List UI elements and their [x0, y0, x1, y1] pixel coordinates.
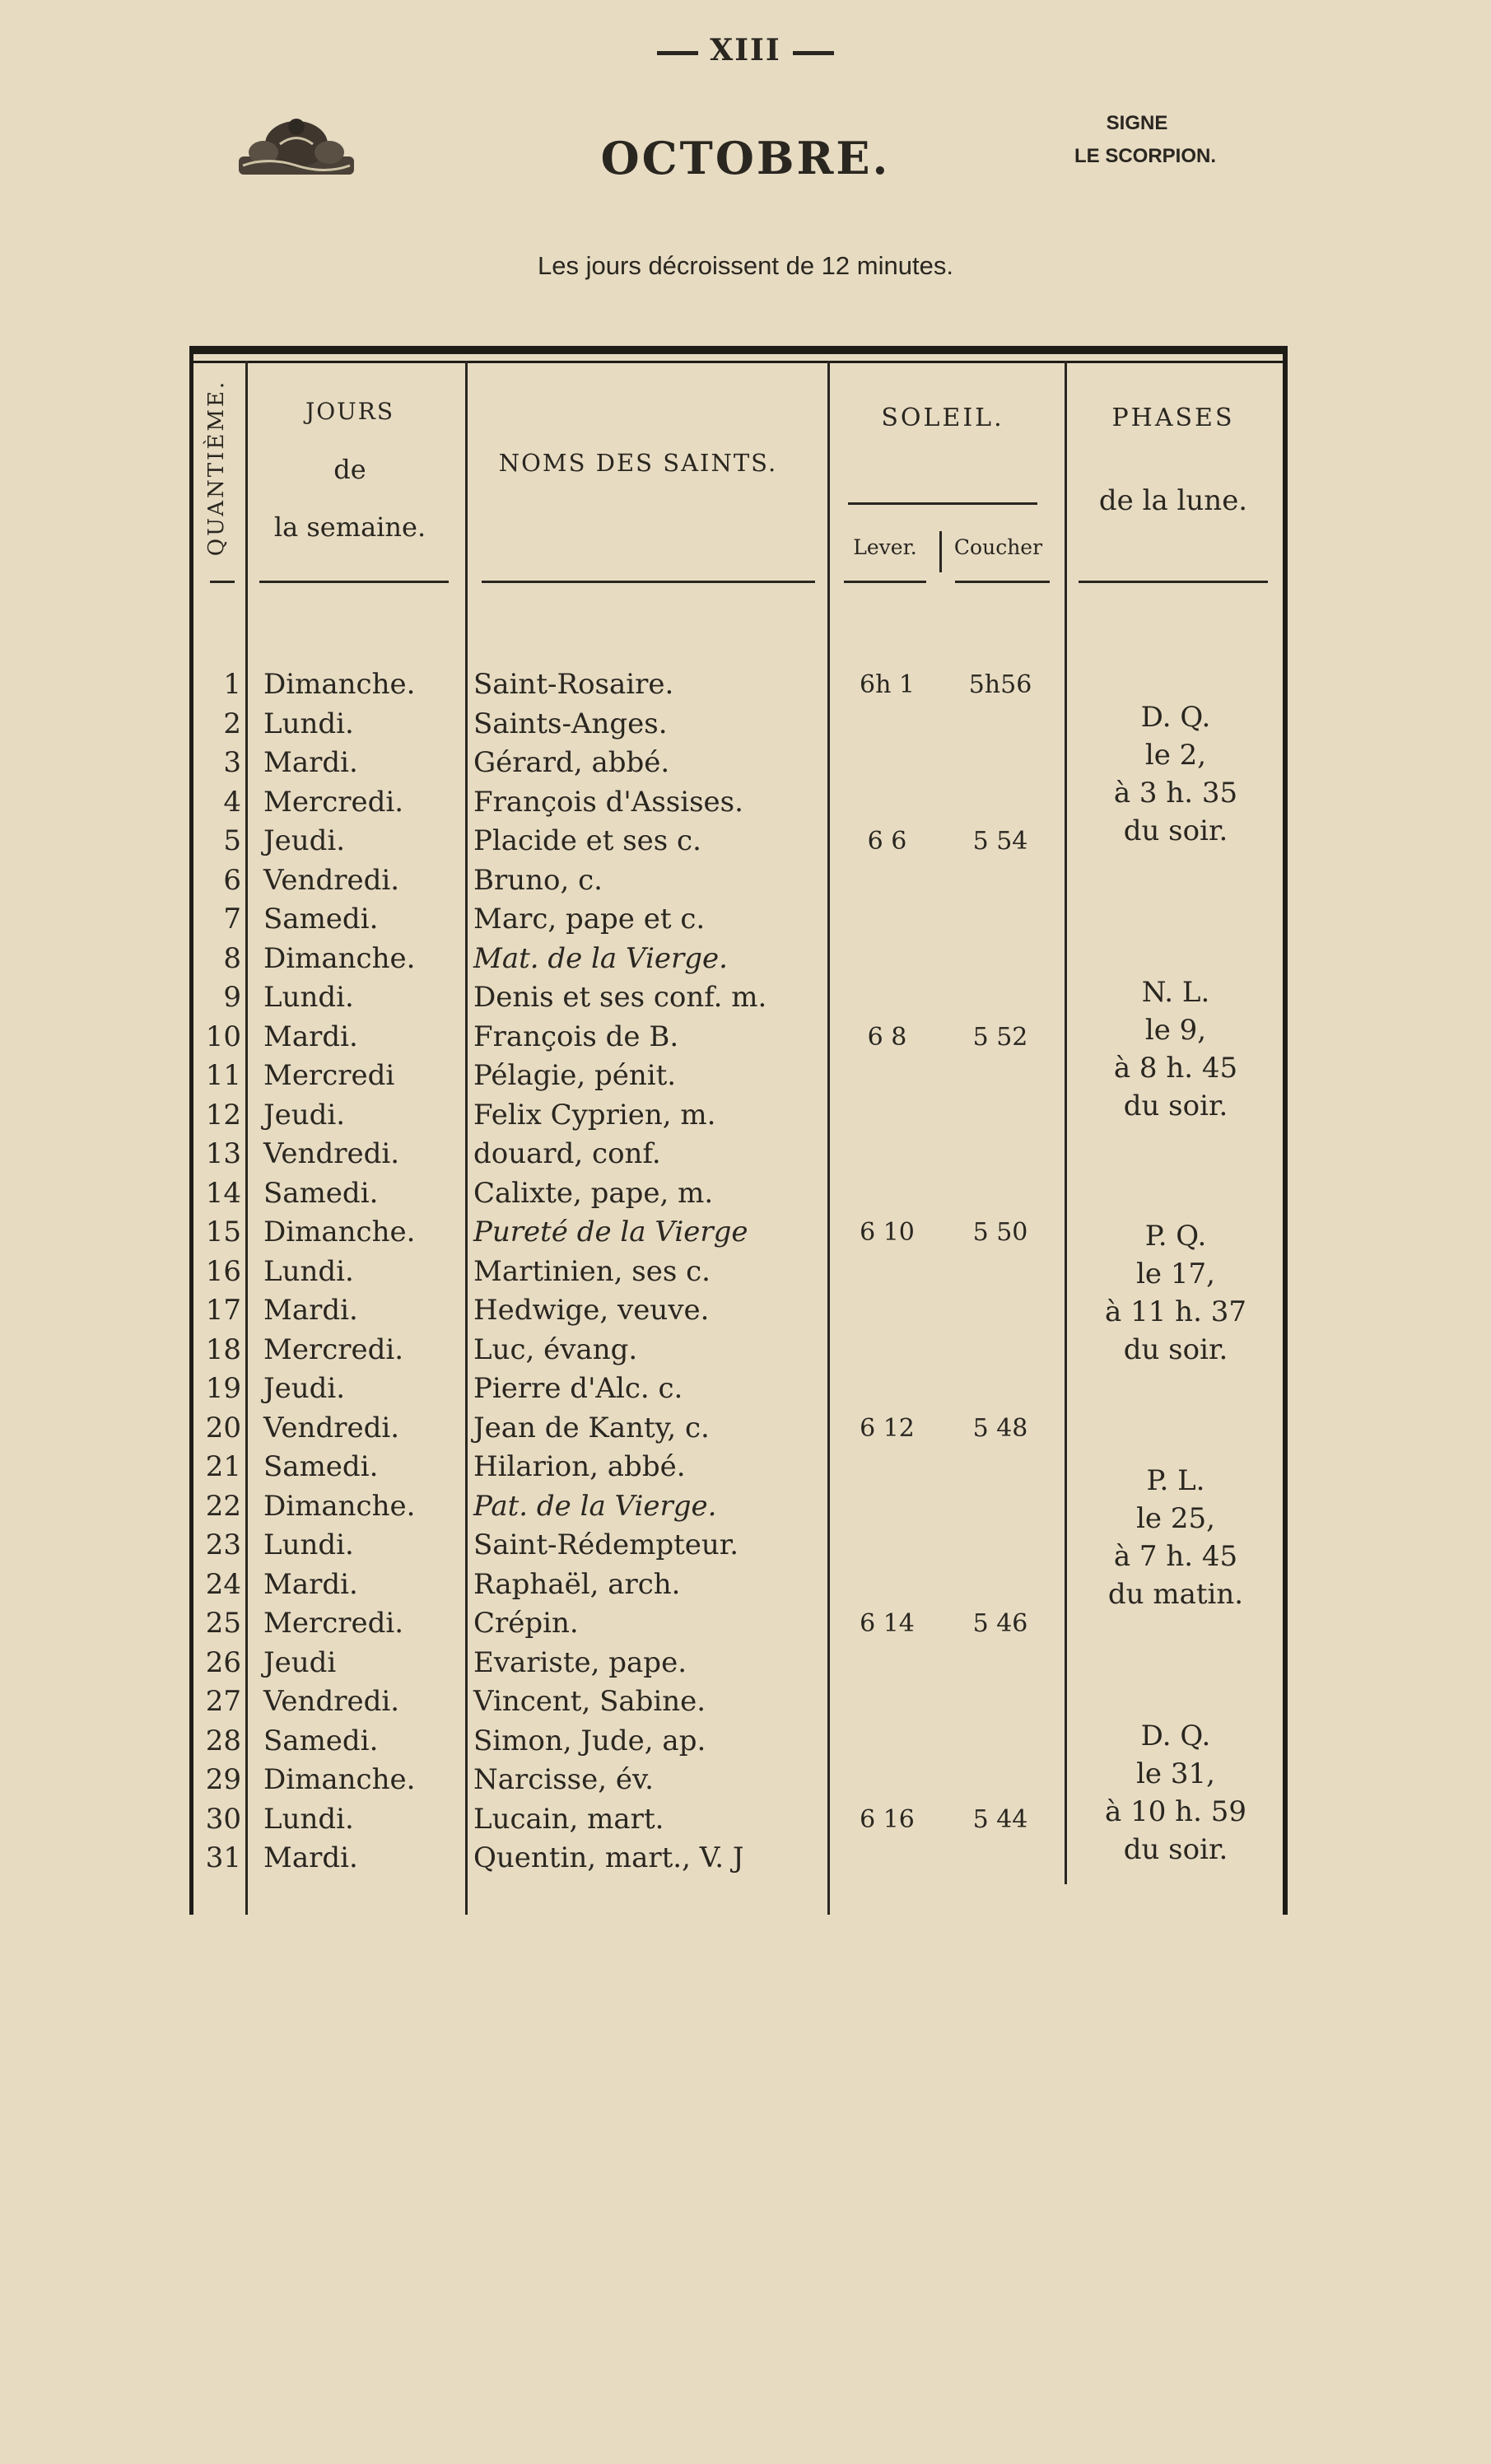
sunrise-time: 6 14 — [860, 1609, 915, 1638]
day-number: 24 — [205, 1567, 241, 1601]
sunrise-time: 6 10 — [860, 1218, 915, 1247]
day-number: 8 — [223, 941, 241, 975]
table-row — [189, 1682, 1288, 1722]
header-rule — [210, 581, 235, 583]
saint-name: Simon, Jude, ap. — [473, 1724, 706, 1757]
table-row — [189, 861, 1288, 901]
moon-phase-name: P. Q. — [1144, 1220, 1207, 1253]
header-rule — [259, 581, 449, 583]
day-number: 5 — [223, 824, 241, 857]
sunset-time: 5 52 — [972, 1022, 1028, 1052]
weekday: Samedi. — [263, 1450, 379, 1483]
moon-phase-date: le 25, — [1136, 1502, 1215, 1535]
saint-name: Crépin. — [473, 1607, 579, 1640]
page-number-text: XIII — [710, 33, 781, 68]
weekday: Mercredi — [263, 1059, 395, 1092]
weekday: Samedi. — [263, 1724, 379, 1757]
saint-name: Martinien, ses c. — [473, 1254, 711, 1288]
weekday: Samedi. — [263, 1176, 379, 1210]
day-number: 20 — [205, 1411, 241, 1444]
header-noms: NOMS DES SAINTS. — [498, 449, 778, 477]
weekday: Jeudi. — [263, 824, 346, 857]
day-number: 29 — [205, 1763, 241, 1796]
moon-phase-block — [1069, 973, 1283, 1125]
saint-name: François de B. — [473, 1020, 679, 1053]
moon-phase-name: N. L. — [1141, 976, 1210, 1009]
weekday: Jeudi — [263, 1645, 337, 1679]
weekday: Vendredi. — [263, 1411, 400, 1444]
month-title: OCTOBRE. — [600, 132, 891, 184]
weekday: Mardi. — [263, 1567, 358, 1601]
saint-name: François d'Assises. — [473, 785, 743, 819]
day-number: 30 — [205, 1802, 241, 1836]
saint-name: Raphaël, arch. — [473, 1567, 681, 1601]
moon-phase-time: à 11 h. 37 — [1105, 1295, 1246, 1328]
header-rule — [1079, 581, 1268, 583]
weekday: Dimanche. — [263, 1216, 416, 1248]
saint-name: Evariste, pape. — [473, 1645, 687, 1679]
subtitle: Les jours décroissent de 12 minutes. — [538, 251, 953, 280]
day-number: 11 — [205, 1059, 241, 1092]
day-number: 14 — [205, 1176, 241, 1210]
weekday: Lundi. — [263, 981, 354, 1014]
header-coucher: Coucher — [953, 535, 1043, 559]
moon-phase-time: à 3 h. 35 — [1113, 777, 1238, 810]
moon-phase-date: le 17, — [1136, 1258, 1215, 1290]
moon-phase-period: du matin. — [1107, 1578, 1244, 1611]
saint-name: Hilarion, abbé. — [473, 1450, 686, 1483]
day-number: 22 — [205, 1489, 241, 1523]
day-number: 3 — [223, 746, 241, 779]
sunset-time: 5 50 — [972, 1218, 1028, 1247]
header-jours-line1: JOURS — [305, 398, 395, 425]
day-number: 18 — [205, 1332, 241, 1366]
table-row — [189, 1174, 1288, 1214]
header-rule — [955, 581, 1050, 583]
weekday: Jeudi. — [263, 1372, 346, 1405]
saint-name: Calixte, pape, m. — [473, 1176, 714, 1210]
saint-name: douard, conf. — [473, 1137, 661, 1170]
weekday: Mardi. — [263, 746, 358, 779]
weekday: Dimanche. — [263, 668, 416, 701]
header-jours — [251, 383, 449, 556]
weekday: Mardi. — [263, 1294, 358, 1327]
moon-phase-name: P. L. — [1146, 1464, 1205, 1497]
weekday: Lundi. — [263, 707, 354, 740]
weekday: Vendredi. — [263, 863, 400, 897]
day-number: 21 — [205, 1450, 241, 1483]
sunrise-time: 6 6 — [867, 827, 907, 856]
weekday: Vendredi. — [263, 1685, 400, 1718]
weekday: Mercredi. — [263, 785, 404, 819]
day-number: 9 — [223, 981, 241, 1014]
moon-phase-date: le 2, — [1144, 739, 1207, 772]
sunset-time: 5 48 — [972, 1413, 1028, 1443]
table-row — [189, 1644, 1288, 1683]
day-number: 12 — [205, 1098, 241, 1132]
saint-name: Gérard, abbé. — [473, 746, 670, 779]
weekday: Lundi. — [263, 1802, 354, 1836]
table-top-rule-thin — [189, 361, 1288, 363]
moon-phase-period: du soir. — [1123, 814, 1228, 847]
day-number: 27 — [205, 1685, 241, 1718]
saint-name: Vincent, Sabine. — [473, 1685, 706, 1718]
moon-phase-period: du soir. — [1123, 1090, 1228, 1122]
sunrise-time: 6 8 — [867, 1022, 907, 1052]
sunset-time: 5h56 — [968, 670, 1032, 699]
saint-name: Marc, pape et c. — [473, 903, 706, 936]
sunrise-time: 6h 1 — [859, 670, 916, 699]
moon-phase-block — [1069, 1217, 1283, 1369]
table-row — [189, 1409, 1288, 1449]
weekday: Mardi. — [263, 1020, 358, 1053]
moon-phase-name: D. Q. — [1140, 701, 1211, 734]
day-number: 10 — [205, 1020, 241, 1053]
weekday: Lundi. — [263, 1254, 354, 1288]
saint-name: Saints-Anges. — [473, 707, 668, 740]
zodiac-sign — [1022, 107, 1269, 173]
moon-phase-block — [1069, 698, 1283, 850]
saint-name: Mat. de la Vierge. — [473, 941, 728, 975]
day-number: 28 — [205, 1724, 241, 1757]
table-row — [189, 1370, 1288, 1409]
sign-name: LE SCORPION. — [1074, 145, 1217, 167]
weekday: Samedi. — [263, 903, 379, 936]
weekday: Dimanche. — [263, 1489, 416, 1523]
moon-phase-name: D. Q. — [1140, 1720, 1211, 1752]
header-rule — [482, 581, 815, 583]
day-number: 1 — [223, 668, 241, 701]
weekday: Jeudi. — [263, 1098, 346, 1132]
weekday: Mercredi. — [263, 1607, 404, 1640]
header-phases: PHASES — [1111, 404, 1235, 432]
day-number: 23 — [205, 1528, 241, 1561]
saint-name: Placide et ses c. — [473, 824, 701, 857]
header-quantieme — [196, 366, 237, 568]
header-phases-sub: de la lune. — [1098, 484, 1248, 517]
moon-phase-date: le 9, — [1144, 1014, 1207, 1047]
page-number — [0, 33, 1491, 68]
moon-phase-block — [1069, 1462, 1283, 1613]
moon-phase-period: du soir. — [1123, 1833, 1228, 1866]
saint-name: Bruno, c. — [473, 863, 603, 897]
sunrise-time: 6 16 — [860, 1804, 915, 1834]
saint-name: Jean de Kanty, c. — [473, 1411, 710, 1444]
saint-name: Saint-Rosaire. — [473, 668, 674, 701]
moon-phase-time: à 7 h. 45 — [1113, 1540, 1238, 1573]
weekday: Dimanche. — [263, 941, 416, 975]
saint-name: Lucain, mart. — [473, 1802, 664, 1836]
moon-phase-time: à 8 h. 45 — [1113, 1052, 1238, 1085]
saint-name: Hedwige, veuve. — [473, 1294, 710, 1327]
table-row — [189, 1135, 1288, 1174]
moon-phase-time: à 10 h. 59 — [1105, 1795, 1246, 1828]
day-number: 26 — [205, 1645, 241, 1679]
day-number: 6 — [223, 863, 241, 897]
weekday: Mercredi. — [263, 1332, 404, 1366]
moon-phase-block — [1069, 1717, 1283, 1869]
saint-name: Felix Cyprien, m. — [473, 1098, 716, 1132]
moon-phase-period: du soir. — [1123, 1333, 1228, 1366]
day-number: 7 — [223, 903, 241, 936]
saint-name: Quentin, mart., V. J — [473, 1841, 744, 1874]
table-top-rule — [189, 346, 1288, 354]
saint-name: Narcisse, év. — [473, 1763, 654, 1796]
saint-name: Pat. de la Vierge. — [473, 1489, 717, 1523]
moon-phase-date: le 31, — [1136, 1757, 1215, 1790]
saint-name: Pierre d'Alc. c. — [473, 1372, 683, 1405]
saint-name: Denis et ses conf. m. — [473, 981, 767, 1014]
day-number: 15 — [205, 1216, 241, 1248]
day-number: 19 — [205, 1372, 241, 1405]
day-number: 4 — [223, 785, 241, 819]
soleil-brace — [848, 502, 1037, 505]
day-number: 2 — [223, 707, 241, 740]
day-number: 13 — [205, 1137, 241, 1170]
header-jours-line3: la semaine. — [273, 511, 426, 543]
calendar-table — [189, 346, 1288, 1915]
day-number: 25 — [205, 1607, 241, 1640]
sign-label: SIGNE — [1106, 112, 1168, 134]
sunrise-time: 6 12 — [860, 1413, 915, 1443]
sunset-time: 5 54 — [972, 827, 1028, 856]
saint-name: Saint-Rédempteur. — [473, 1528, 739, 1561]
header-lever: Lever. — [853, 535, 917, 559]
day-number: 17 — [205, 1294, 241, 1327]
saint-name: Pureté de la Vierge — [473, 1216, 748, 1248]
sunset-time: 5 44 — [972, 1804, 1028, 1834]
header-quantieme-text: QUANTIÈME. — [204, 379, 229, 556]
saint-name: Luc, évang. — [473, 1332, 638, 1366]
header-jours-line2: de — [333, 454, 366, 485]
day-number: 16 — [205, 1254, 241, 1288]
header-rule — [844, 581, 926, 583]
weekday: Vendredi. — [263, 1137, 400, 1170]
soleil-subdivider — [939, 531, 942, 572]
table-row — [189, 900, 1288, 940]
weekday: Dimanche. — [263, 1763, 416, 1796]
weekday: Lundi. — [263, 1528, 354, 1561]
table-row — [189, 940, 1288, 979]
weekday: Mardi. — [263, 1841, 358, 1874]
sunset-time: 5 46 — [972, 1609, 1028, 1638]
day-number: 31 — [205, 1841, 241, 1874]
header-soleil: SOLEIL. — [881, 404, 1004, 432]
saint-name: Pélagie, pénit. — [473, 1059, 677, 1092]
